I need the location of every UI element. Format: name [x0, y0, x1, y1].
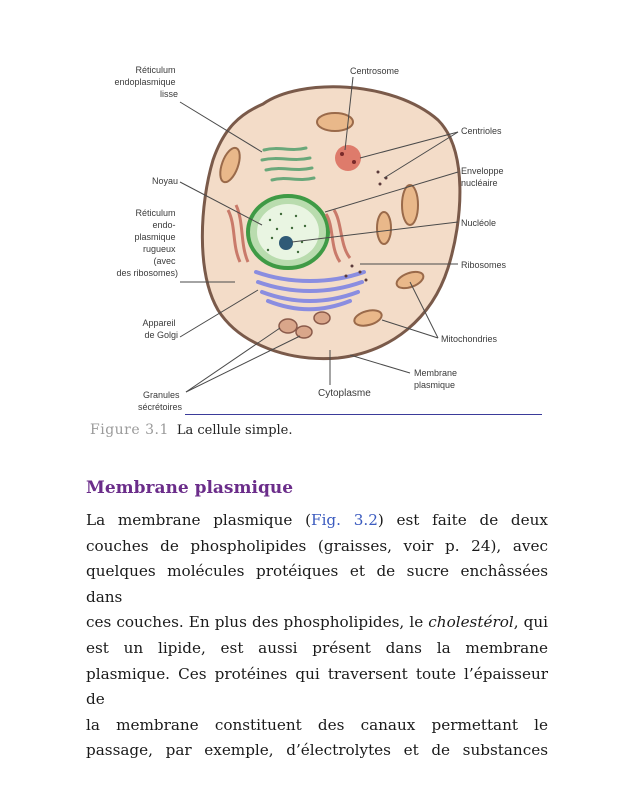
- label-enveloppe: Enveloppe nucléaire: [461, 166, 504, 188]
- figure-reference-link[interactable]: Fig. 3.2: [311, 511, 378, 529]
- nucleus: [248, 196, 328, 268]
- label-reticulum-lisse: Réticulum endoplasmique lisse: [114, 65, 178, 99]
- label-centrosome: Centrosome: [350, 66, 400, 76]
- figure-caption-text: La cellule simple.: [176, 423, 293, 438]
- label-noyau: Noyau: [151, 176, 178, 186]
- label-nucleole: Nucléole: [461, 218, 497, 228]
- label-centrioles: Centrioles: [461, 126, 502, 136]
- paragraph-line: couches de phospholipides (graisses, voir p. 24), avec: [86, 536, 548, 555]
- paragraph-line: ces couches. En plus des phospholipides, le cholestérol, qui: [86, 613, 548, 632]
- paragraph-line: La membrane plasmique (Fig. 3.2) est faite de deux: [86, 511, 548, 529]
- paragraph-line: plasmique. Ces protéines qui traversent toute l’épaisseur de: [86, 664, 548, 709]
- section-heading: Membrane plasmique: [86, 478, 294, 498]
- paragraph-line: quelques molécules protéiques et de sucre enchâssées dans: [86, 562, 548, 606]
- label-ribosomes: Ribosomes: [461, 260, 507, 270]
- paragraph-line: la membrane constituent des canaux permettant le: [86, 715, 548, 734]
- section-paragraph: [86, 508, 548, 764]
- label-granules: Granules sécrétoires: [137, 390, 182, 412]
- paragraph-line: passage, par exemple, d’électrolytes et de substances: [86, 741, 548, 760]
- label-cytoplasme: Cytoplasme: [318, 388, 371, 399]
- label-mitochondries: Mitochondries: [441, 334, 498, 344]
- label-reticulum-rugueux: Réticulum endo- plasmique rugueux (avec des ribosomes): [116, 208, 178, 278]
- figure-caption: [90, 422, 293, 438]
- cholesterol-term: cholestérol: [428, 613, 514, 632]
- paragraph-line: est un lipide, est aussi présent dans la membrane: [86, 638, 548, 657]
- label-membrane: Membrane plasmique: [414, 368, 458, 390]
- figure-number: Figure 3.1: [90, 422, 169, 438]
- caption-rule: [185, 414, 542, 415]
- label-golgi: Appareil de Golgi: [142, 318, 178, 340]
- centrosome: [335, 145, 361, 171]
